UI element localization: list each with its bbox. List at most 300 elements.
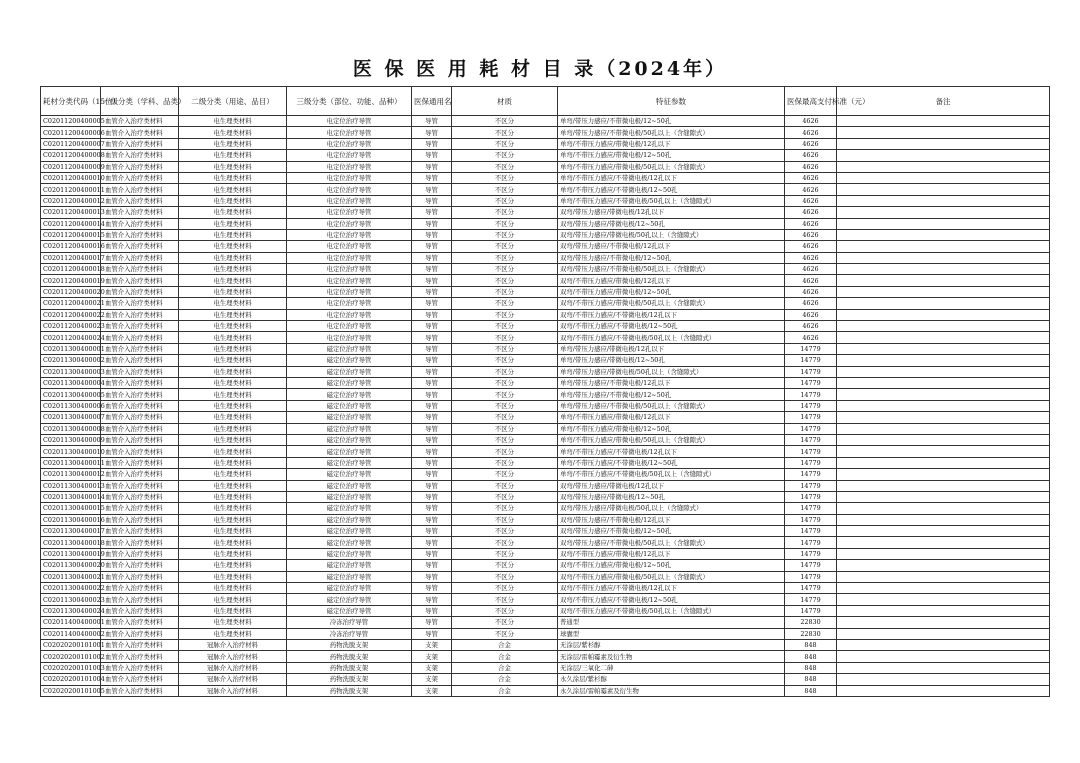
table-row [41, 423, 1050, 434]
level3-cell: 电定位治疗导管 [287, 218, 412, 229]
level3-cell: 电定位治疗导管 [287, 150, 412, 161]
level2-cell: 电生理类材料 [179, 207, 287, 218]
common-name-cell: 导管 [412, 605, 452, 616]
level3-cell: 电定位治疗导管 [287, 241, 412, 252]
max-price-cell: 4626 [785, 252, 837, 263]
table-row [41, 389, 1050, 400]
code-cell: C02011300400001 [41, 343, 101, 354]
code-cell: C02011300400005 [41, 389, 101, 400]
level3-cell: 磁定位治疗导管 [287, 605, 412, 616]
level1-cell: 血管介入治疗类材料 [101, 332, 179, 343]
table-row [41, 583, 1050, 594]
level3-cell: 电定位治疗导管 [287, 172, 412, 183]
code-cell: C02011200400024 [41, 332, 101, 343]
material-cell: 不区分 [452, 150, 558, 161]
params-cell: 双弯/带压力感应/不带微电极/12孔以下 [558, 514, 785, 525]
code-cell: C02011300400022 [41, 583, 101, 594]
level2-cell: 电生理类材料 [179, 400, 287, 411]
level2-cell: 电生理类材料 [179, 286, 287, 297]
remarks-cell [837, 127, 1050, 138]
level3-cell: 磁定位治疗导管 [287, 377, 412, 388]
level2-cell: 电生理类材料 [179, 423, 287, 434]
level2-cell: 电生理类材料 [179, 469, 287, 480]
remarks-cell [837, 412, 1050, 423]
table-row [41, 343, 1050, 354]
material-cell: 不区分 [452, 264, 558, 275]
level3-cell: 电定位治疗导管 [287, 298, 412, 309]
level1-cell: 血管介入治疗类材料 [101, 229, 179, 240]
params-cell: 单弯/带压力感应/带微电极/50孔以上（含缝隙式） [558, 366, 785, 377]
material-cell: 不区分 [452, 184, 558, 195]
material-cell: 不区分 [452, 127, 558, 138]
level1-cell: 血管介入治疗类材料 [101, 662, 179, 673]
common-name-cell: 导管 [412, 389, 452, 400]
level2-cell: 电生理类材料 [179, 218, 287, 229]
material-cell: 不区分 [452, 537, 558, 548]
material-cell: 不区分 [452, 252, 558, 263]
max-price-cell: 4626 [785, 184, 837, 195]
max-price-cell: 4626 [785, 264, 837, 275]
remarks-cell [837, 526, 1050, 537]
params-cell: 单弯/不带压力感应/不带微电极/50孔以上（含缝隙式） [558, 469, 785, 480]
remarks-cell [837, 560, 1050, 571]
common-name-cell: 导管 [412, 583, 452, 594]
params-cell: 双弯/不带压力感应/不带微电极/12~50孔 [558, 594, 785, 605]
code-cell: C02011300400013 [41, 480, 101, 491]
level3-cell: 磁定位治疗导管 [287, 583, 412, 594]
params-cell: 球囊型 [558, 628, 785, 639]
remarks-cell [837, 195, 1050, 206]
level3-cell: 电定位治疗导管 [287, 127, 412, 138]
params-cell: 双弯/不带压力感应/不带微电极/50孔以上（含缝隙式） [558, 332, 785, 343]
header-material: 材质 [452, 87, 558, 116]
material-cell: 不区分 [452, 275, 558, 286]
level2-cell: 电生理类材料 [179, 161, 287, 172]
params-cell: 双弯/带压力感应/不带微电极/50孔以上（含缝隙式） [558, 264, 785, 275]
level3-cell: 电定位治疗导管 [287, 264, 412, 275]
max-price-cell: 4626 [785, 298, 837, 309]
material-cell: 不区分 [452, 469, 558, 480]
max-price-cell: 14779 [785, 377, 837, 388]
level1-cell: 血管介入治疗类材料 [101, 628, 179, 639]
common-name-cell: 导管 [412, 400, 452, 411]
code-cell: C02011300400006 [41, 400, 101, 411]
table-row [41, 662, 1050, 673]
table-row [41, 412, 1050, 423]
level1-cell: 血管介入治疗类材料 [101, 264, 179, 275]
code-cell: C02011200400019 [41, 275, 101, 286]
material-cell: 不区分 [452, 343, 558, 354]
level3-cell: 磁定位治疗导管 [287, 412, 412, 423]
code-cell: C02011200400009 [41, 161, 101, 172]
remarks-cell [837, 116, 1050, 127]
remarks-cell [837, 264, 1050, 275]
table-row [41, 309, 1050, 320]
level2-cell: 电生理类材料 [179, 184, 287, 195]
params-cell: 无涂层/三氧化二砷 [558, 662, 785, 673]
level2-cell: 电生理类材料 [179, 138, 287, 149]
level3-cell: 电定位治疗导管 [287, 252, 412, 263]
code-cell: C02020200101002 [41, 651, 101, 662]
remarks-cell [837, 150, 1050, 161]
level2-cell: 电生理类材料 [179, 150, 287, 161]
remarks-cell [837, 366, 1050, 377]
code-cell: C02011300400019 [41, 548, 101, 559]
max-price-cell: 848 [785, 639, 837, 650]
material-cell: 合金 [452, 685, 558, 696]
level2-cell: 电生理类材料 [179, 571, 287, 582]
level3-cell: 药物洗脱支架 [287, 639, 412, 650]
remarks-cell [837, 491, 1050, 502]
code-cell: C02011200400011 [41, 184, 101, 195]
level3-cell: 药物洗脱支架 [287, 662, 412, 673]
remarks-cell [837, 218, 1050, 229]
remarks-cell [837, 457, 1050, 468]
level1-cell: 血管介入治疗类材料 [101, 275, 179, 286]
max-price-cell: 4626 [785, 116, 837, 127]
common-name-cell: 导管 [412, 503, 452, 514]
header-params: 特征参数 [558, 87, 785, 116]
max-price-cell: 14779 [785, 412, 837, 423]
level3-cell: 药物洗脱支架 [287, 651, 412, 662]
level1-cell: 血管介入治疗类材料 [101, 617, 179, 628]
level2-cell: 电生理类材料 [179, 446, 287, 457]
common-name-cell: 导管 [412, 321, 452, 332]
remarks-cell [837, 355, 1050, 366]
params-cell: 单弯/不带压力感应/带微电极/50孔以上（含缝隙式） [558, 434, 785, 445]
max-price-cell: 848 [785, 662, 837, 673]
remarks-cell [837, 685, 1050, 696]
table-row [41, 286, 1050, 297]
level3-cell: 磁定位治疗导管 [287, 594, 412, 605]
code-cell: C02011300400003 [41, 366, 101, 377]
remarks-cell [837, 400, 1050, 411]
params-cell: 单弯/不带压力感应/不带微电极/12孔以下 [558, 172, 785, 183]
level1-cell: 血管介入治疗类材料 [101, 423, 179, 434]
table-row [41, 355, 1050, 366]
level1-cell: 血管介入治疗类材料 [101, 491, 179, 502]
code-cell: C02011400400001 [41, 617, 101, 628]
level1-cell: 血管介入治疗类材料 [101, 639, 179, 650]
material-cell: 不区分 [452, 355, 558, 366]
max-price-cell: 14779 [785, 457, 837, 468]
level2-cell: 电生理类材料 [179, 264, 287, 275]
common-name-cell: 导管 [412, 309, 452, 320]
table-body [41, 116, 1050, 697]
params-cell: 单弯/带压力感应/不带微电极/12孔以下 [558, 377, 785, 388]
remarks-cell [837, 662, 1050, 673]
remarks-cell [837, 184, 1050, 195]
level3-cell: 电定位治疗导管 [287, 332, 412, 343]
table-row [41, 218, 1050, 229]
remarks-cell [837, 674, 1050, 685]
remarks-cell [837, 617, 1050, 628]
level2-cell: 电生理类材料 [179, 480, 287, 491]
table-row [41, 400, 1050, 411]
params-cell: 双弯/不带压力感应/带微电极/12孔以下 [558, 275, 785, 286]
table-row [41, 195, 1050, 206]
common-name-cell: 导管 [412, 241, 452, 252]
level2-cell: 电生理类材料 [179, 116, 287, 127]
level2-cell: 电生理类材料 [179, 628, 287, 639]
level2-cell: 电生理类材料 [179, 298, 287, 309]
code-cell: C02011300400016 [41, 514, 101, 525]
level3-cell: 磁定位治疗导管 [287, 571, 412, 582]
table-row [41, 207, 1050, 218]
code-cell: C02011200400005 [41, 116, 101, 127]
material-cell: 不区分 [452, 594, 558, 605]
table-row [41, 241, 1050, 252]
level2-cell: 电生理类材料 [179, 309, 287, 320]
level2-cell: 冠脉介入治疗材料 [179, 662, 287, 673]
code-cell: C02011300400011 [41, 457, 101, 468]
max-price-cell: 14779 [785, 355, 837, 366]
remarks-cell [837, 594, 1050, 605]
header-code: 耗材分类代码（15位） [41, 87, 101, 116]
code-cell: C02020200101004 [41, 674, 101, 685]
table-row [41, 366, 1050, 377]
code-cell: C02011200400007 [41, 138, 101, 149]
header-level3: 三级分类（部位、功能、品种） [287, 87, 412, 116]
common-name-cell: 导管 [412, 298, 452, 309]
material-cell: 不区分 [452, 309, 558, 320]
table-row [41, 252, 1050, 263]
max-price-cell: 14779 [785, 366, 837, 377]
common-name-cell: 导管 [412, 412, 452, 423]
params-cell: 双弯/不带压力感应/带微电极/12孔以下 [558, 548, 785, 559]
level2-cell: 电生理类材料 [179, 195, 287, 206]
level3-cell: 电定位治疗导管 [287, 309, 412, 320]
max-price-cell: 14779 [785, 514, 837, 525]
material-cell: 不区分 [452, 218, 558, 229]
level2-cell: 电生理类材料 [179, 241, 287, 252]
code-cell: C02011200400014 [41, 218, 101, 229]
material-cell: 不区分 [452, 207, 558, 218]
table-row [41, 571, 1050, 582]
material-cell: 不区分 [452, 172, 558, 183]
level1-cell: 血管介入治疗类材料 [101, 116, 179, 127]
code-cell: C02011300400007 [41, 412, 101, 423]
params-cell: 单弯/带压力感应/不带微电极/50孔以上（含缝隙式） [558, 127, 785, 138]
params-cell: 双弯/不带压力感应/不带微电极/12孔以下 [558, 583, 785, 594]
table-row [41, 275, 1050, 286]
remarks-cell [837, 639, 1050, 650]
code-cell: C02020200101005 [41, 685, 101, 696]
remarks-cell [837, 514, 1050, 525]
common-name-cell: 导管 [412, 628, 452, 639]
max-price-cell: 14779 [785, 537, 837, 548]
params-cell: 双弯/带压力感应/带微电极/50孔以上（含缝隙式） [558, 503, 785, 514]
level3-cell: 磁定位治疗导管 [287, 423, 412, 434]
level3-cell: 磁定位治疗导管 [287, 537, 412, 548]
code-cell: C02011300400012 [41, 469, 101, 480]
level2-cell: 冠脉介入治疗材料 [179, 651, 287, 662]
material-cell: 不区分 [452, 229, 558, 240]
common-name-cell: 导管 [412, 548, 452, 559]
level2-cell: 电生理类材料 [179, 229, 287, 240]
table-row [41, 150, 1050, 161]
common-name-cell: 导管 [412, 537, 452, 548]
remarks-cell [837, 628, 1050, 639]
level3-cell: 磁定位治疗导管 [287, 400, 412, 411]
common-name-cell: 支架 [412, 674, 452, 685]
level1-cell: 血管介入治疗类材料 [101, 377, 179, 388]
material-cell: 不区分 [452, 195, 558, 206]
params-cell: 单弯/带压力感应/带微电极/12~50孔 [558, 355, 785, 366]
level3-cell: 磁定位治疗导管 [287, 469, 412, 480]
level1-cell: 血管介入治疗类材料 [101, 469, 179, 480]
material-cell: 不区分 [452, 116, 558, 127]
level1-cell: 血管介入治疗类材料 [101, 537, 179, 548]
level3-cell: 磁定位治疗导管 [287, 446, 412, 457]
level3-cell: 电定位治疗导管 [287, 138, 412, 149]
material-cell: 不区分 [452, 377, 558, 388]
level3-cell: 电定位治疗导管 [287, 161, 412, 172]
header-remarks: 备注 [837, 87, 1050, 116]
level3-cell: 磁定位治疗导管 [287, 560, 412, 571]
code-cell: C02011200400020 [41, 286, 101, 297]
max-price-cell: 4626 [785, 195, 837, 206]
level2-cell: 电生理类材料 [179, 560, 287, 571]
level3-cell: 冷冻治疗导管 [287, 617, 412, 628]
params-cell: 单弯/不带压力感应/带微电极/12~50孔 [558, 423, 785, 434]
remarks-cell [837, 321, 1050, 332]
level2-cell: 电生理类材料 [179, 537, 287, 548]
common-name-cell: 导管 [412, 560, 452, 571]
max-price-cell: 4626 [785, 127, 837, 138]
level2-cell: 电生理类材料 [179, 389, 287, 400]
level1-cell: 血管介入治疗类材料 [101, 309, 179, 320]
level1-cell: 血管介入治疗类材料 [101, 651, 179, 662]
level2-cell: 电生理类材料 [179, 583, 287, 594]
common-name-cell: 导管 [412, 491, 452, 502]
level1-cell: 血管介入治疗类材料 [101, 298, 179, 309]
material-cell: 合金 [452, 651, 558, 662]
material-cell: 不区分 [452, 548, 558, 559]
level1-cell: 血管介入治疗类材料 [101, 571, 179, 582]
material-cell: 合金 [452, 662, 558, 673]
material-cell: 不区分 [452, 400, 558, 411]
material-cell: 合金 [452, 639, 558, 650]
level1-cell: 血管介入治疗类材料 [101, 685, 179, 696]
level2-cell: 电生理类材料 [179, 457, 287, 468]
common-name-cell: 导管 [412, 161, 452, 172]
params-cell: 双弯/带压力感应/不带微电极/12孔以下 [558, 241, 785, 252]
level3-cell: 药物洗脱支架 [287, 674, 412, 685]
level2-cell: 电生理类材料 [179, 514, 287, 525]
code-cell: C02011200400017 [41, 252, 101, 263]
common-name-cell: 支架 [412, 651, 452, 662]
remarks-cell [837, 571, 1050, 582]
table-row [41, 332, 1050, 343]
table-row [41, 514, 1050, 525]
level2-cell: 冠脉介入治疗材料 [179, 639, 287, 650]
max-price-cell: 14779 [785, 491, 837, 502]
params-cell: 单弯/不带压力感应/不带微电极/50孔以上（含缝隙式） [558, 195, 785, 206]
table-row [41, 480, 1050, 491]
params-cell: 单弯/不带压力感应/带微电极/50孔以上（含缝隙式） [558, 161, 785, 172]
params-cell: 双弯/带压力感应/带微电极/50孔以上（含缝隙式） [558, 229, 785, 240]
level3-cell: 电定位治疗导管 [287, 321, 412, 332]
table-row [41, 138, 1050, 149]
max-price-cell: 4626 [785, 150, 837, 161]
code-cell: C02011300400004 [41, 377, 101, 388]
material-cell: 不区分 [452, 423, 558, 434]
catalog-table [40, 86, 1050, 697]
max-price-cell: 14779 [785, 480, 837, 491]
level3-cell: 冷冻治疗导管 [287, 628, 412, 639]
material-cell: 不区分 [452, 571, 558, 582]
level2-cell: 电生理类材料 [179, 252, 287, 263]
max-price-cell: 4626 [785, 275, 837, 286]
max-price-cell: 14779 [785, 560, 837, 571]
level3-cell: 磁定位治疗导管 [287, 389, 412, 400]
max-price-cell: 848 [785, 651, 837, 662]
table-row [41, 377, 1050, 388]
remarks-cell [837, 309, 1050, 320]
material-cell: 不区分 [452, 389, 558, 400]
remarks-cell [837, 389, 1050, 400]
params-cell: 双弯/不带压力感应/带微电极/50孔以上（含缝隙式） [558, 571, 785, 582]
remarks-cell [837, 252, 1050, 263]
remarks-cell [837, 229, 1050, 240]
max-price-cell: 14779 [785, 571, 837, 582]
common-name-cell: 导管 [412, 172, 452, 183]
level1-cell: 血管介入治疗类材料 [101, 321, 179, 332]
level3-cell: 电定位治疗导管 [287, 286, 412, 297]
table-row [41, 491, 1050, 502]
common-name-cell: 导管 [412, 116, 452, 127]
params-cell: 单弯/不带压力感应/不带微电极/12孔以下 [558, 446, 785, 457]
code-cell: C02011200400022 [41, 309, 101, 320]
code-cell: C02011300400021 [41, 571, 101, 582]
level3-cell: 磁定位治疗导管 [287, 355, 412, 366]
code-cell: C02011300400018 [41, 537, 101, 548]
remarks-cell [837, 377, 1050, 388]
common-name-cell: 导管 [412, 138, 452, 149]
max-price-cell: 4626 [785, 241, 837, 252]
material-cell: 不区分 [452, 491, 558, 502]
level1-cell: 血管介入治疗类材料 [101, 241, 179, 252]
level3-cell: 磁定位治疗导管 [287, 526, 412, 537]
max-price-cell: 14779 [785, 434, 837, 445]
remarks-cell [837, 434, 1050, 445]
table-row [41, 172, 1050, 183]
level1-cell: 血管介入治疗类材料 [101, 127, 179, 138]
level3-cell: 磁定位治疗导管 [287, 503, 412, 514]
table-row [41, 526, 1050, 537]
code-cell: C02011200400006 [41, 127, 101, 138]
level1-cell: 血管介入治疗类材料 [101, 560, 179, 571]
level2-cell: 冠脉介入治疗材料 [179, 674, 287, 685]
code-cell: C02011200400013 [41, 207, 101, 218]
table-row [41, 617, 1050, 628]
level3-cell: 电定位治疗导管 [287, 184, 412, 195]
table-row [41, 321, 1050, 332]
level1-cell: 血管介入治疗类材料 [101, 355, 179, 366]
material-cell: 不区分 [452, 412, 558, 423]
material-cell: 不区分 [452, 480, 558, 491]
level2-cell: 电生理类材料 [179, 332, 287, 343]
common-name-cell: 导管 [412, 446, 452, 457]
level1-cell: 血管介入治疗类材料 [101, 674, 179, 685]
level3-cell: 电定位治疗导管 [287, 275, 412, 286]
level3-cell: 电定位治疗导管 [287, 207, 412, 218]
table-row [41, 651, 1050, 662]
code-cell: C02020200101001 [41, 639, 101, 650]
level1-cell: 血管介入治疗类材料 [101, 343, 179, 354]
page-title: 医 保 医 用 耗 材 目 录（2024年） [352, 58, 728, 80]
